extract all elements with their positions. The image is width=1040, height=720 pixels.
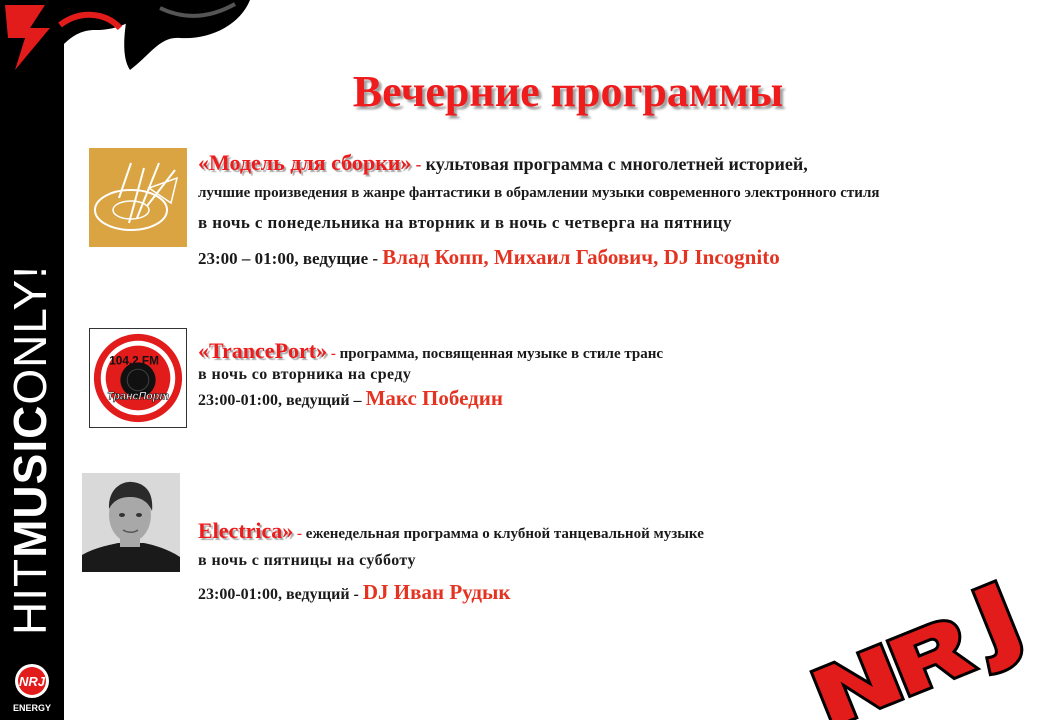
program-hosts: Макс Победин (365, 386, 503, 410)
program-hosts: DJ Иван Рудык (362, 580, 511, 604)
program-time: 23:00-01:00, ведущий - (198, 586, 363, 603)
program-time: 23:00 – 01:00, ведущие - (198, 249, 383, 268)
program-schedule: в ночь с понедельника на вторник и в ночь с четверга на пятницу (198, 213, 732, 232)
svg-text:NRJ: NRJ (18, 674, 46, 689)
program-name: Electrica» (198, 518, 294, 543)
svg-text:104.2 FM: 104.2 FM (109, 354, 159, 368)
program-schedule: в ночь с пятницы на субботу (198, 552, 416, 569)
program-tranceport: «TrancePort» - программа, посвященная музыке в стиле транс в ночь со вторника на среду 23:00-01:00, ведущий – Макс Победин (198, 338, 1016, 411)
program-hosts: Влад Копп, Михаил Габович, DJ Incognito (382, 245, 780, 269)
program-name: «Модель для сборки» (198, 150, 412, 175)
program-schedule: в ночь со вторника на среду (198, 366, 412, 383)
program-electrica: Electrica» - еженедельная программа о клубной танцевальной музыке в ночь с пятницы на субботу 23:00-01:00, ведущий - DJ Иван Рудык (198, 518, 1016, 605)
trance-port-logo-icon (89, 328, 187, 428)
program-description: культовая программа с многолетней историей, (425, 154, 808, 174)
page-title: Вечерние программы (352, 67, 784, 116)
program-name: «TrancePort» (198, 338, 328, 363)
svg-text:ТрансПорт: ТрансПорт (107, 390, 169, 403)
hit-music-only-logo: HITMUSICONLY! (4, 265, 56, 635)
model-dlya-sborki-logo-icon (89, 148, 187, 247)
host-portrait-icon (82, 473, 180, 572)
energy-badge-logo (4, 657, 60, 717)
program-description: программа, посвященная музыке в стиле транс (339, 346, 664, 362)
program-time: 23:00-01:00, ведущий – (198, 392, 366, 409)
svg-text:ENERGY: ENERGY (12, 703, 52, 713)
program-description-cont: лучшие произведения в жанре фантастики в обрамлении музыки современного электронного стиля (198, 185, 880, 201)
program-description: еженедельная программа о клубной танцевальной музыке (305, 526, 704, 542)
program-model-dlya-sborki: «Модель для сборки» - культовая программа с многолетней историей, лучшие произведения в жанре фантастики в обрамлении музыки современного электронного стиля в ночь с понедельника на вторник и в ночь с четверга на пятницу 23:00 – 01:00, ведущие - Влад Копп, Михаил Габович, DJ Incognito (198, 150, 1016, 270)
